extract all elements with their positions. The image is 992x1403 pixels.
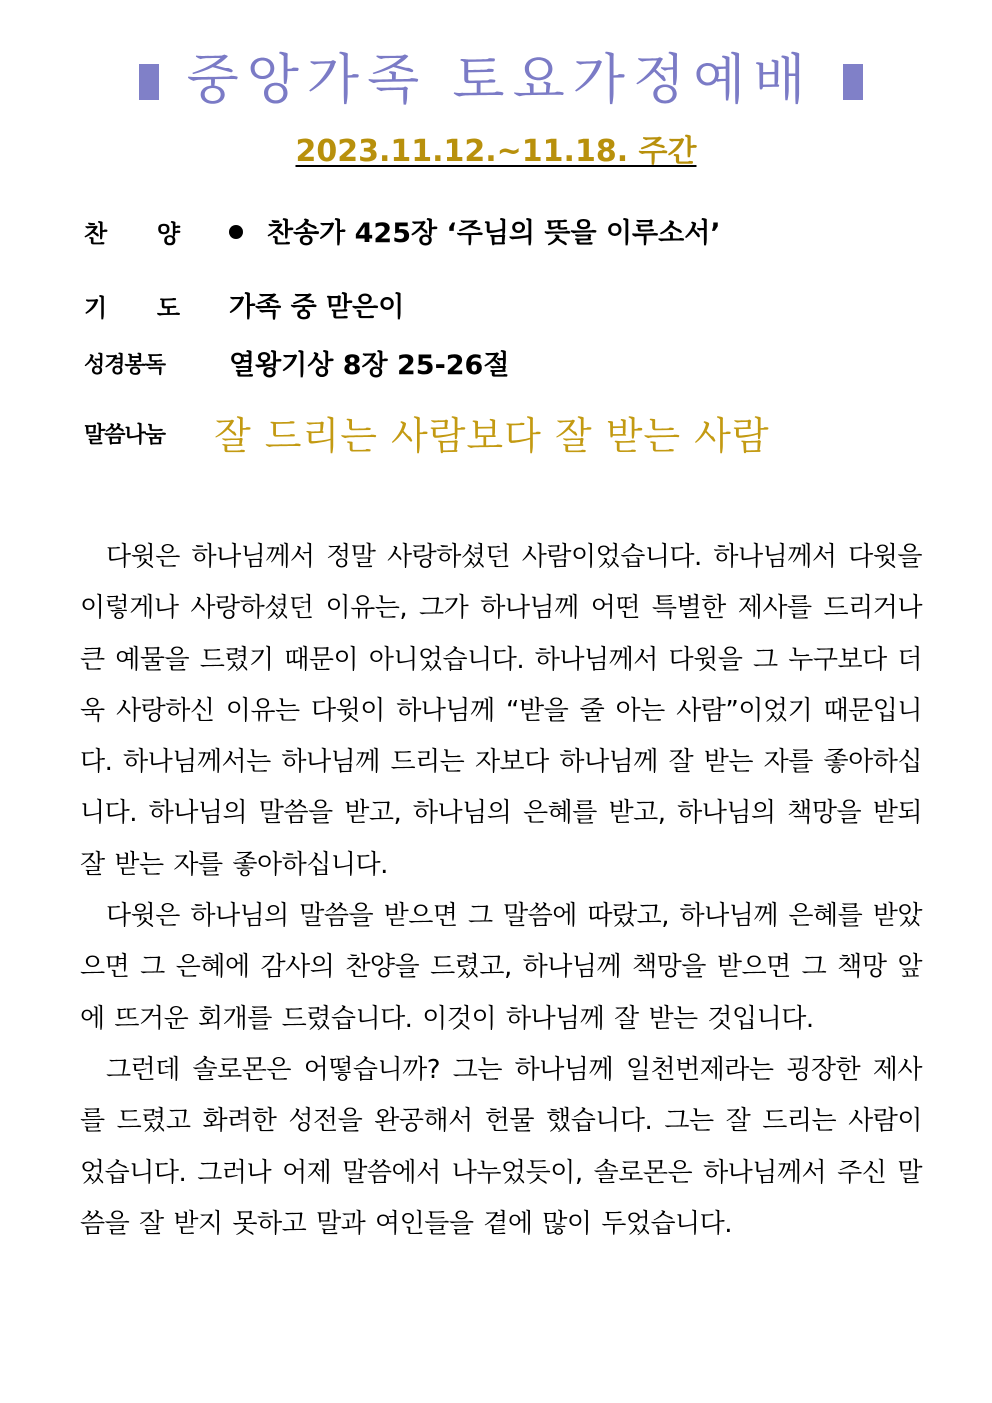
order-label-prayer: 기 도	[84, 294, 180, 322]
week-subtitle	[0, 130, 992, 174]
bullet-icon	[229, 225, 243, 239]
order-label-sermon: 말씀나눔	[84, 423, 166, 448]
order-label-hymn: 찬 양	[84, 220, 180, 248]
order-value-reading: 열왕기상 8장 25-26절	[229, 350, 510, 381]
order-value-hymn: 찬송가 425장 ‘주님의 뜻을 이루소서’	[229, 212, 721, 256]
order-label-reading: 성경봉독	[84, 353, 166, 378]
sermon-body	[80, 532, 922, 1250]
title-bar-left	[139, 64, 159, 100]
sermon-title: 잘 드리는 사람보다 잘 받는 사람	[214, 414, 770, 458]
page-title: 중앙가족 토요가정예배	[186, 48, 814, 111]
paragraph: 그런데 솔로몬은 어떻습니까? 그는 하나님께 일천번제라는 굉장한 제사를 드렸고 화려한 성전을 완공해서 헌물 했습니다. 그는 잘 드리는 사람이었습니다. 그러나 어제 말씀에서 나누었듯이, 솔로몬은 하나님께서 주신 말씀을 잘 받지 못하고 말과 여인들을 곁에 많이 두었습니다.	[80, 1054, 922, 1239]
title-bar-right	[843, 64, 863, 100]
title-row	[0, 44, 992, 116]
paragraph: 다윗은 하나님께서 정말 사랑하셨던 사람이었습니다. 하나님께서 다윗을 이렇게나 사랑하셨던 이유는, 그가 하나님께 어떤 특별한 제사를 드리거나 큰 예물을 드렸기 때문이 아니었습니다. 하나님께서 다윗을 그 누구보다 더욱 사랑하신 이유는 다윗이 하나님께 “받을 줄 아는 사람”이었기 때문입니다. 하나님께서는 하나님께 드리는 자보다 하나님께 잘 받는 자를 좋아하십니다. 하나님의 말씀을 받고, 하나님의 은혜를 받고, 하나님의 책망을 받되 잘 받는 자를 좋아하십니다.	[80, 542, 922, 880]
paragraph: 다윗은 하나님의 말씀을 받으면 그 말씀에 따랐고, 하나님께 은혜를 받았으면 그 은혜에 감사의 찬양을 드렸고, 하나님께 책망을 받으면 그 책망 앞에 뜨거운 회개를 드렸습니다. 이것이 하나님께 잘 받는 것입니다.	[80, 901, 922, 1034]
week-text: 2023.11.12.~11.18. 주간	[295, 134, 697, 169]
order-value-prayer: 가족 중 맏은이	[229, 292, 405, 323]
